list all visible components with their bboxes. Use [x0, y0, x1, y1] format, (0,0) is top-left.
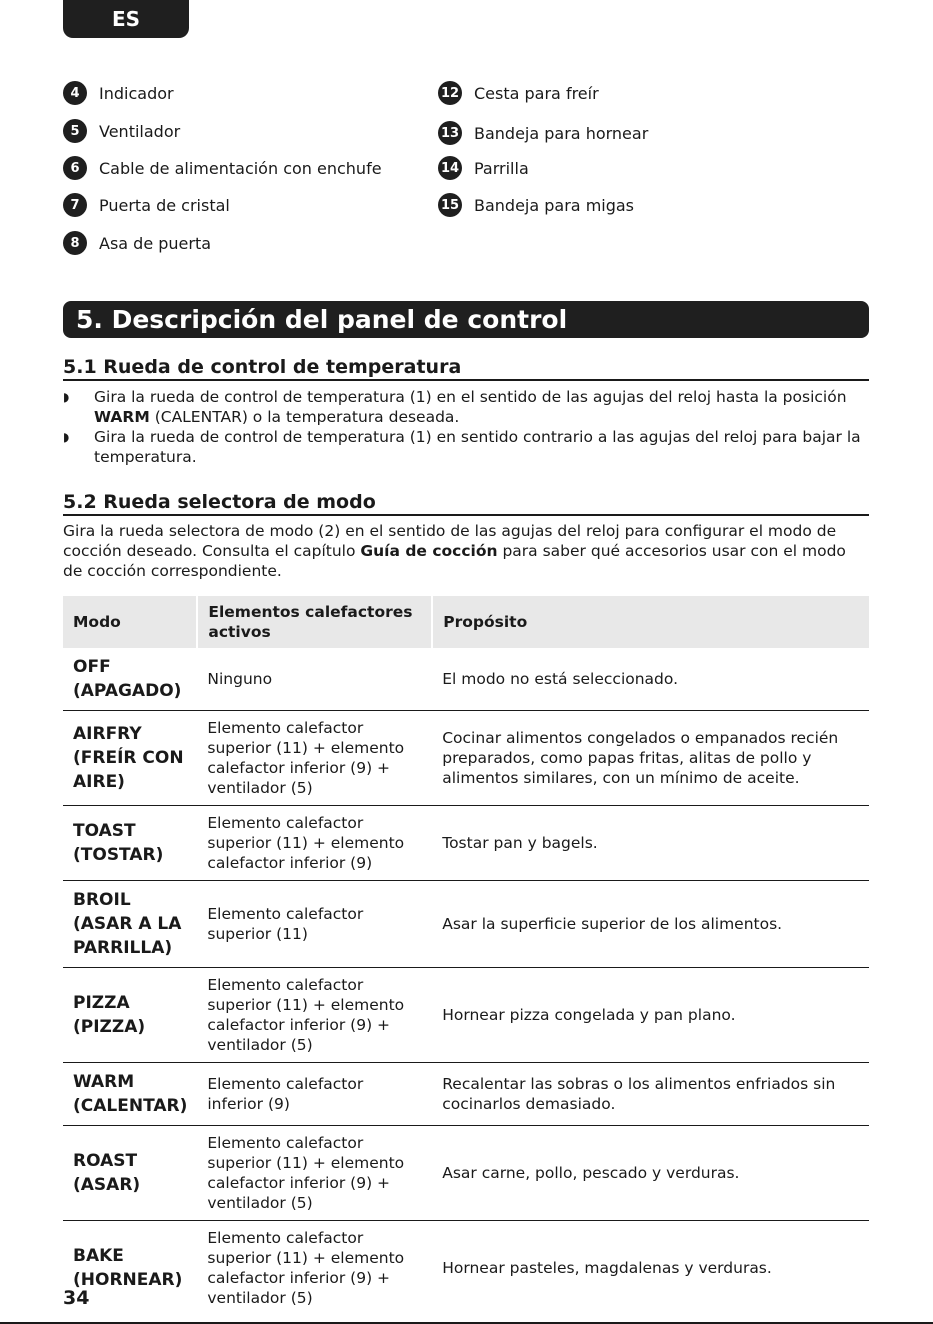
part-label: Ventilador	[99, 121, 181, 141]
part-item	[438, 81, 599, 105]
mode-name: TOAST	[73, 821, 136, 841]
purpose-cell: Asar carne, pollo, pescado y verduras.	[432, 1126, 869, 1221]
part-item	[63, 119, 180, 143]
elements-cell: Elemento calefactor superior (11) + elemento calefactor inferior (9) + ventilador (5)	[197, 711, 432, 806]
part-item	[438, 121, 648, 145]
language-tab: ES	[63, 0, 189, 38]
paragraph	[63, 521, 869, 581]
number-badge: 5	[63, 119, 87, 143]
mode-name: BROIL	[73, 890, 131, 910]
mode-cell	[63, 711, 197, 806]
mode-cell	[63, 648, 197, 711]
elements-cell: Elemento calefactor superior (11) + elemento calefactor inferior (9)	[197, 806, 432, 881]
part-label: Asa de puerta	[99, 233, 212, 253]
header-purpose: Propósito	[432, 596, 869, 648]
part-label: Bandeja para hornear	[474, 123, 649, 143]
mode-name: WARM	[73, 1072, 135, 1092]
bullet-list	[63, 387, 869, 467]
paragraph-text: para saber qué accesorios usar con el modo de cocción correspondiente.	[63, 542, 846, 580]
mode-cell	[63, 1126, 197, 1221]
table-row	[63, 881, 869, 968]
number-badge: 7	[63, 193, 87, 217]
purpose-cell: Hornear pizza congelada y pan plano.	[432, 968, 869, 1063]
header-elements: Elementos calefactores activos	[197, 596, 432, 648]
part-item	[438, 193, 634, 217]
elements-cell: Ninguno	[197, 648, 432, 711]
part-item	[63, 81, 174, 105]
number-badge: 12	[438, 81, 462, 105]
bullet-text: Gira la rueda de control de temperatura (1) en sentido contrario a las agujas del reloj para bajar la temperatura.	[94, 428, 861, 466]
part-item	[63, 156, 382, 180]
bullet-text: Gira la rueda de control de temperatura (1) en el sentido de las agujas del reloj hasta la posición	[94, 388, 847, 406]
bullet-item	[63, 387, 869, 427]
mode-translation: (ASAR A LA PARRILLA)	[73, 914, 182, 958]
elements-cell: Elemento calefactor superior (11) + elemento calefactor inferior (9) + ventilador (5)	[197, 1126, 432, 1221]
part-item	[438, 156, 529, 180]
table-row	[63, 1126, 869, 1221]
paragraph-text: Gira la rueda selectora de modo (2) en el sentido de las agujas del reloj para configurar el modo de cocción deseado. Consulta el capítulo	[63, 522, 837, 560]
mode-translation: (TOSTAR)	[73, 845, 164, 865]
purpose-cell: Asar la superficie superior de los alimentos.	[432, 881, 869, 968]
table-row	[63, 1063, 869, 1126]
part-label: Parrilla	[474, 158, 529, 178]
header-mode: Modo	[63, 596, 197, 648]
part-item	[63, 193, 230, 217]
mode-name: BAKE	[73, 1246, 124, 1266]
number-badge: 14	[438, 156, 462, 180]
mode-cell	[63, 806, 197, 881]
mode-translation: (CALENTAR)	[73, 1096, 188, 1116]
bullet-marker: ◗	[63, 430, 70, 444]
mode-name: PIZZA	[73, 993, 130, 1013]
bullet-text: (CALENTAR) o la temperatura deseada.	[154, 408, 460, 426]
table-header-row	[63, 596, 869, 648]
subsection-title: 5.1 Rueda de control de temperatura	[63, 356, 869, 381]
bullet-text-bold: WARM	[94, 408, 150, 426]
purpose-cell: Recalentar las sobras o los alimentos enfriados sin cocinarlos demasiado.	[432, 1063, 869, 1126]
table-row	[63, 711, 869, 806]
elements-cell: Elemento calefactor superior (11) + elemento calefactor inferior (9) + ventilador (5)	[197, 968, 432, 1063]
number-badge: 8	[63, 231, 87, 255]
elements-cell: Elemento calefactor superior (11) + elemento calefactor inferior (9) + ventilador (5)	[207, 1229, 405, 1307]
table-row	[63, 968, 869, 1063]
table-row	[63, 806, 869, 881]
bullet-marker: ◗	[63, 390, 70, 404]
bullet-item	[63, 427, 869, 467]
part-label: Puerta de cristal	[99, 195, 230, 215]
part-label: Indicador	[99, 83, 174, 103]
mode-cell	[63, 881, 197, 968]
part-label: Bandeja para migas	[474, 195, 635, 215]
mode-translation: (HORNEAR)	[73, 1270, 183, 1290]
purpose-cell: El modo no está seleccionado.	[432, 648, 869, 711]
number-badge: 13	[438, 121, 462, 145]
number-badge: 6	[63, 156, 87, 180]
purpose-cell: Tostar pan y bagels.	[432, 806, 869, 881]
mode-name: AIRFRY	[73, 724, 142, 744]
number-badge: 4	[63, 81, 87, 105]
number-badge: 15	[438, 193, 462, 217]
table-row	[63, 1221, 869, 1316]
table-row	[63, 648, 869, 711]
modes-table	[63, 596, 869, 1315]
part-label: Cesta para freír	[474, 83, 599, 103]
mode-cell	[63, 968, 197, 1063]
part-item	[63, 231, 211, 255]
purpose-cell: Hornear pasteles, magdalenas y verduras.	[442, 1259, 772, 1277]
elements-cell: Elemento calefactor superior (11)	[197, 881, 432, 968]
elements-cell: Elemento calefactor inferior (9)	[197, 1063, 432, 1126]
paragraph-text-bold: Guía de cocción	[360, 542, 498, 560]
purpose-cell: Cocinar alimentos congelados o empanados recién preparados, como papas fritas, alitas de pollo y alimentos similares, con un mínimo de aceite.	[432, 711, 869, 806]
mode-translation: (APAGADO)	[73, 681, 182, 701]
section-title: 5. Descripción del panel de control	[63, 301, 869, 338]
page-number: 34	[63, 1287, 90, 1309]
mode-name: ROAST	[73, 1151, 138, 1171]
mode-translation: (ASAR)	[73, 1175, 141, 1195]
mode-translation: (FREÍR CON AIRE)	[73, 748, 184, 792]
subsection-title: 5.2 Rueda selectora de modo	[63, 491, 869, 516]
mode-name: OFF	[73, 657, 111, 677]
part-label: Cable de alimentación con enchufe	[99, 158, 382, 178]
mode-translation: (PIZZA)	[73, 1017, 146, 1037]
mode-cell	[63, 1063, 197, 1126]
